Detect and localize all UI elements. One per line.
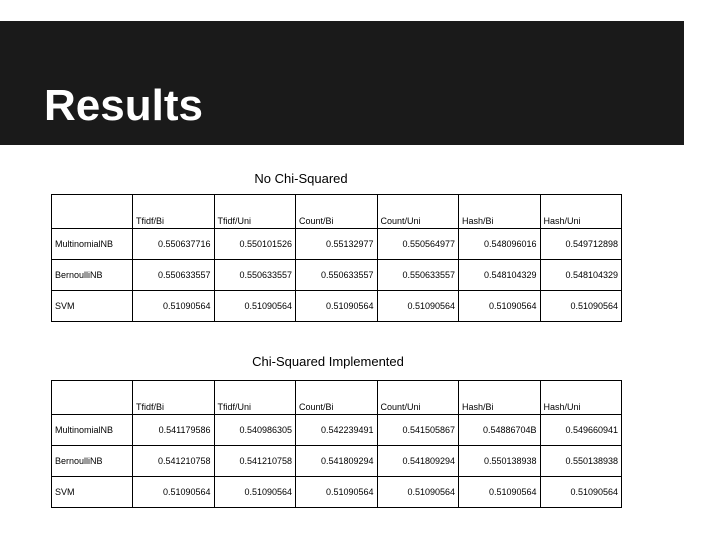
table-cell: 0.51090564 — [214, 477, 296, 508]
column-header: Count/Bi — [296, 195, 378, 229]
row-label: BernoulliNB — [52, 260, 133, 291]
table-cell: 0.54886704B — [459, 415, 541, 446]
row-label: SVM — [52, 291, 133, 322]
table-cell: 0.541505867 — [377, 415, 459, 446]
table-cell: 0.550138938 — [459, 446, 541, 477]
table-cell: 0.51090564 — [540, 477, 622, 508]
column-header: Tfidf/Bi — [133, 195, 215, 229]
column-header: Hash/Uni — [540, 195, 622, 229]
row-label: SVM — [52, 477, 133, 508]
table-cell: 0.541210758 — [133, 446, 215, 477]
table-cell: 0.548096016 — [459, 229, 541, 260]
column-header: Count/Bi — [296, 381, 378, 415]
table-row — [52, 291, 622, 322]
table-row — [52, 415, 622, 446]
results-table-chi-squared-implemented — [51, 380, 622, 508]
column-header: Hash/Bi — [459, 381, 541, 415]
table-cell: 0.548104329 — [540, 260, 622, 291]
table-cell: 0.51090564 — [459, 291, 541, 322]
results-table-no-chi-squared — [51, 194, 622, 322]
table-cell: 0.548104329 — [459, 260, 541, 291]
table-cell: 0.549660941 — [540, 415, 622, 446]
table-cell: 0.550633557 — [133, 260, 215, 291]
table-cell: 0.550564977 — [377, 229, 459, 260]
column-header: Hash/Uni — [540, 381, 622, 415]
row-label: BernoulliNB — [52, 446, 133, 477]
table-cell: 0.51090564 — [540, 291, 622, 322]
table-cell: 0.541179586 — [133, 415, 215, 446]
column-header: Count/Uni — [377, 195, 459, 229]
table-cell: 0.549712898 — [540, 229, 622, 260]
table-header-row — [52, 381, 622, 415]
corner-cell — [52, 195, 133, 229]
table-cell: 0.550633557 — [214, 260, 296, 291]
table-cell: 0.550633557 — [296, 260, 378, 291]
table-cell: 0.51090564 — [214, 291, 296, 322]
table-caption: Chi-Squared Implemented — [252, 354, 404, 369]
column-header: Hash/Bi — [459, 195, 541, 229]
table-cell: 0.51090564 — [296, 291, 378, 322]
table-cell: 0.541210758 — [214, 446, 296, 477]
table-cell: 0.55132977 — [296, 229, 378, 260]
table-row — [52, 477, 622, 508]
table-cell: 0.550633557 — [377, 260, 459, 291]
table-cell: 0.51090564 — [377, 291, 459, 322]
table-row — [52, 446, 622, 477]
table-cell: 0.51090564 — [133, 477, 215, 508]
corner-cell — [52, 381, 133, 415]
table-cell: 0.541809294 — [377, 446, 459, 477]
column-header: Count/Uni — [377, 381, 459, 415]
table-row — [52, 260, 622, 291]
table-cell: 0.51090564 — [459, 477, 541, 508]
table-caption: No Chi-Squared — [254, 171, 348, 186]
table-cell: 0.550637716 — [133, 229, 215, 260]
table-cell: 0.51090564 — [296, 477, 378, 508]
table-cell: 0.542239491 — [296, 415, 378, 446]
column-header: Tfidf/Bi — [133, 381, 215, 415]
table-cell: 0.540986305 — [214, 415, 296, 446]
column-header: Tfidf/Uni — [214, 381, 296, 415]
table-row — [52, 229, 622, 260]
table-header-row — [52, 195, 622, 229]
table-cell: 0.550101526 — [214, 229, 296, 260]
row-label: MultinomialNB — [52, 415, 133, 446]
row-label: MultinomialNB — [52, 229, 133, 260]
slide-title: Results — [44, 81, 203, 130]
table-cell: 0.51090564 — [377, 477, 459, 508]
table-cell: 0.541809294 — [296, 446, 378, 477]
table-cell: 0.51090564 — [133, 291, 215, 322]
table-cell: 0.550138938 — [540, 446, 622, 477]
column-header: Tfidf/Uni — [214, 195, 296, 229]
